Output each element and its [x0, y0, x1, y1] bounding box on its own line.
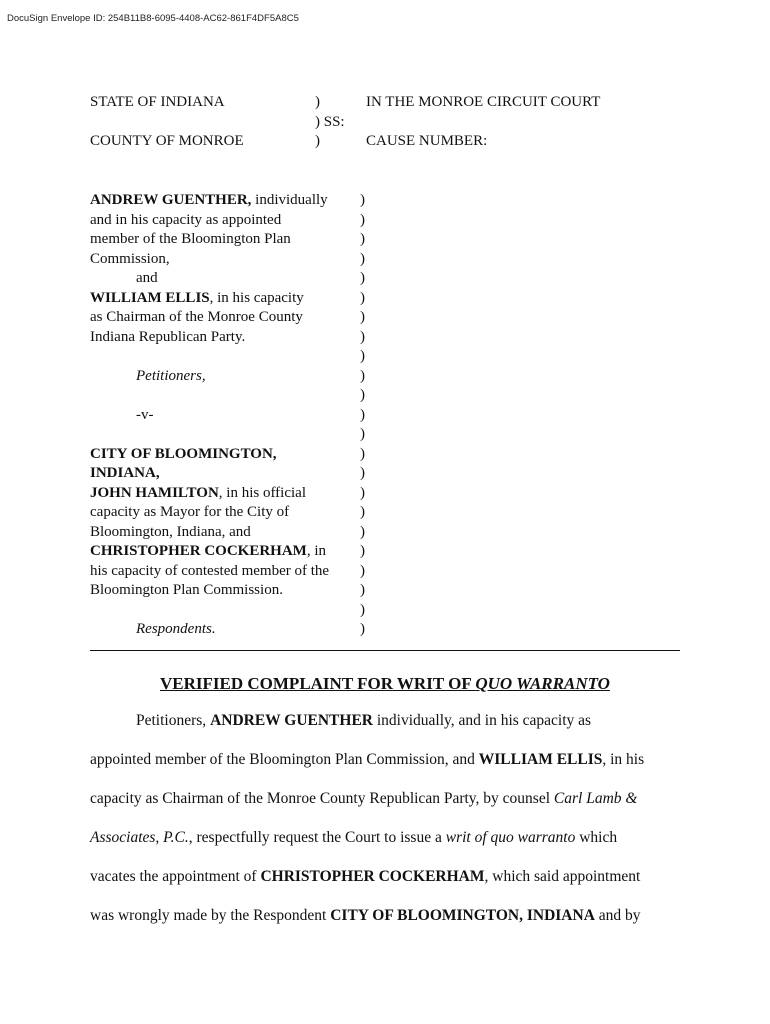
party-blank — [90, 425, 360, 445]
caption-paren: ) — [360, 426, 365, 442]
versus-label: -v- — [136, 406, 154, 423]
body-line — [90, 828, 680, 848]
title-main: VERIFIED COMPLAINT FOR WRIT OF — [160, 674, 476, 693]
caption-blank — [90, 113, 244, 133]
body-italic: writ of quo warranto — [445, 829, 576, 846]
caption-paren: ) — [360, 387, 365, 403]
body-line — [90, 867, 680, 887]
respondent-name: JOHN HAMILTON — [90, 484, 219, 501]
caption-paren: ) — [360, 445, 365, 462]
body-bold: WILLIAM ELLIS — [478, 751, 603, 768]
party-line: and in his capacity as appointed — [90, 211, 282, 228]
party-line: his capacity of contested member of the — [90, 562, 330, 579]
caption-paren: ) — [360, 621, 365, 637]
body-text: Petitioners, — [136, 712, 211, 729]
paren-column — [360, 191, 372, 640]
party-line: member of the Bloomington Plan — [90, 231, 291, 247]
petitioner-name: ANDREW GUENTHER, — [90, 192, 252, 208]
party-and: and — [136, 270, 158, 286]
body-text: vacates the appointment of — [90, 868, 261, 885]
caption-paren: ) — [315, 133, 320, 149]
caption-paren: ) — [360, 328, 365, 345]
caption-paren: ) — [360, 582, 365, 598]
party-line — [90, 542, 360, 562]
party-blank — [90, 347, 360, 367]
caption-paren: ) — [360, 562, 365, 579]
document-title — [0, 674, 770, 694]
caption-blank — [366, 113, 600, 133]
body-line — [90, 789, 680, 809]
title-italic: QUO WARRANTO — [475, 674, 610, 693]
party-line — [90, 484, 360, 504]
body-bold: ANDREW GUENTHER — [210, 712, 373, 729]
caption-court: IN THE MONROE CIRCUIT COURT — [366, 94, 601, 110]
caption-state: STATE OF INDIANA — [90, 94, 225, 110]
caption-paren: ) — [360, 465, 365, 481]
caption-paren: ) — [360, 270, 365, 286]
caption-paren: ) — [360, 406, 365, 423]
body-text: was wrongly made by the Respondent — [90, 907, 331, 924]
party-text: , in his capacity — [209, 289, 304, 306]
party-line: as Chairman of the Monroe County — [90, 309, 303, 325]
docusign-envelope-id: DocuSign Envelope ID: 254B11B8-6095-4408-AC62-861F4DF5A8C5 — [7, 13, 299, 24]
party-line: capacity as Mayor for the City of — [90, 504, 290, 520]
caption-paren: ) — [360, 348, 365, 364]
caption-paren: ) — [360, 601, 365, 618]
party-text: , in — [306, 543, 326, 559]
caption-paren: ) — [360, 367, 365, 384]
body-italic: Associates, P.C. — [90, 829, 189, 846]
caption-paren: ) — [360, 289, 365, 306]
party-block — [90, 191, 360, 640]
caption-paren: ) — [360, 211, 365, 228]
body-bold: CITY OF BLOOMINGTON, INDIANA — [330, 907, 595, 924]
caption-cause-number: CAUSE NUMBER: — [366, 133, 488, 149]
petitioners-label: Petitioners, — [136, 367, 206, 384]
caption-paren: ) — [315, 94, 320, 110]
body-text: , which said appointment — [484, 868, 641, 885]
caption-paren: ) — [360, 192, 365, 208]
caption-ss-label: ) SS: — [315, 113, 345, 130]
party-blank — [90, 386, 360, 406]
body-line — [90, 750, 680, 770]
body-text: which — [575, 829, 618, 846]
respondent-name: INDIANA, — [90, 465, 160, 481]
body-text: appointed member of the Bloomington Plan Commission, and — [90, 751, 479, 768]
body-italic: Carl Lamb & — [553, 790, 638, 807]
caption-left — [90, 93, 244, 152]
body-text: , respectfully request the Court to issue a — [188, 829, 446, 846]
body-text: and by — [594, 907, 641, 924]
caption-ss — [315, 93, 345, 152]
caption-paren: ) — [360, 504, 365, 520]
respondent-name: CITY OF BLOOMINGTON, — [90, 445, 277, 462]
body-line — [90, 906, 680, 926]
caption-paren: ) — [360, 484, 365, 501]
caption-paren: ) — [360, 523, 365, 540]
respondents-label: Respondents. — [136, 621, 216, 637]
petitioner-name: WILLIAM ELLIS — [90, 289, 210, 306]
party-line: Indiana Republican Party. — [90, 328, 246, 345]
body-text: capacity as Chairman of the Monroe County Republican Party, by counsel — [90, 790, 554, 807]
party-text: , in his official — [218, 484, 306, 501]
body-bold: CHRISTOPHER COCKERHAM — [260, 868, 485, 885]
party-blank — [90, 601, 360, 621]
party-line — [90, 191, 360, 211]
party-line: Bloomington, Indiana, and — [90, 523, 251, 540]
body-text: , in his — [602, 751, 645, 768]
caption-paren: ) — [360, 231, 365, 247]
caption-paren: ) — [360, 543, 365, 559]
caption-right — [366, 93, 600, 152]
party-text: individually — [251, 192, 328, 208]
body-text: individually, and in his capacity as — [372, 712, 592, 729]
body-line — [90, 711, 680, 731]
caption-paren: ) — [360, 309, 365, 325]
party-line: Commission, — [90, 250, 170, 267]
party-line — [90, 289, 360, 309]
respondent-name: CHRISTOPHER COCKERHAM — [90, 543, 307, 559]
caption-paren: ) — [360, 250, 365, 267]
caption-divider — [90, 650, 680, 651]
caption-county: COUNTY OF MONROE — [90, 133, 244, 149]
party-line: Bloomington Plan Commission. — [90, 582, 283, 598]
